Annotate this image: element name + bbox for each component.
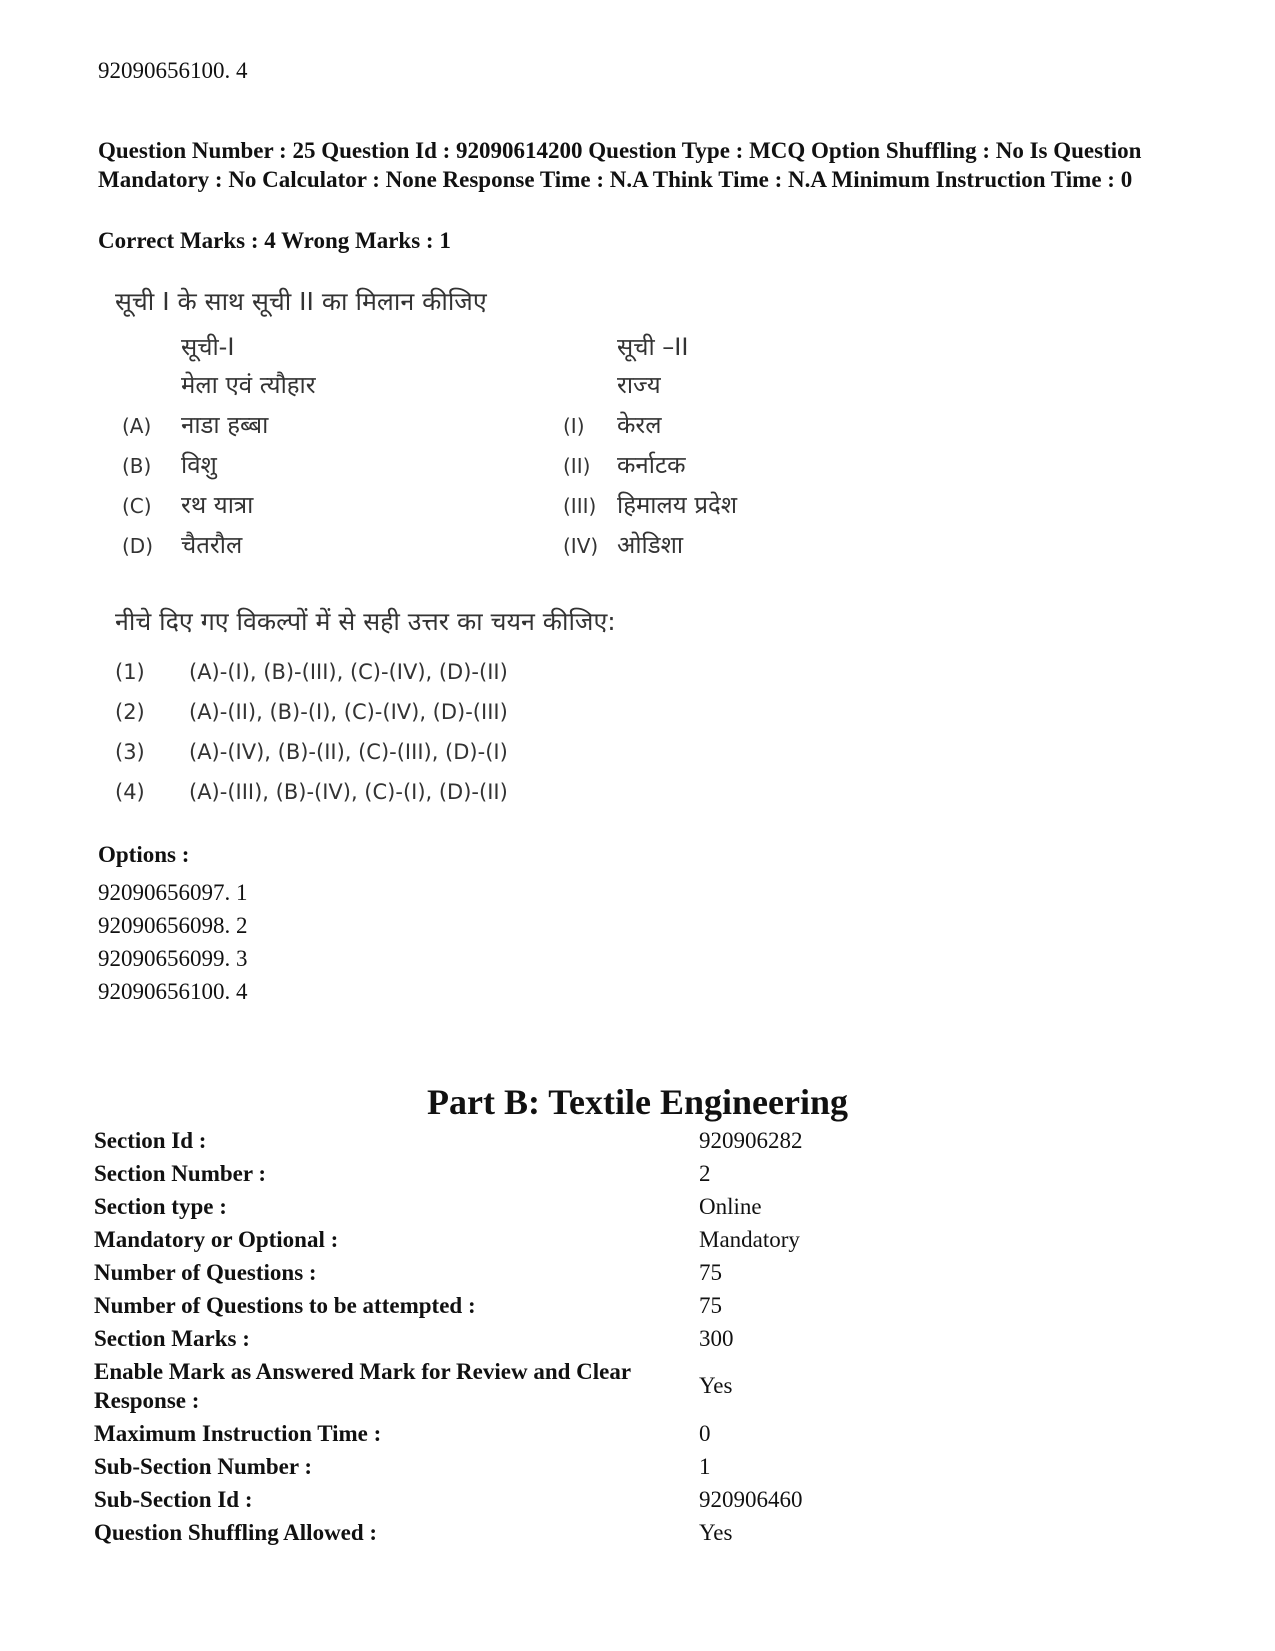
choice-number: (1) bbox=[115, 660, 145, 684]
row-label-d: (D) bbox=[122, 534, 154, 558]
info-value: 2 bbox=[699, 1160, 711, 1186]
section-info-row bbox=[94, 1417, 1194, 1450]
info-value: 1 bbox=[699, 1453, 711, 1479]
answer-choice bbox=[0, 740, 1275, 776]
row-state-i: केरल bbox=[617, 411, 662, 439]
section-title: Part B: Textile Engineering bbox=[427, 1082, 848, 1122]
match-row bbox=[0, 488, 1275, 528]
info-key: Sub-Section Id : bbox=[94, 1487, 253, 1512]
question-prompt: नीचे दिए गए विकल्पों में से सही उत्तर का चयन कीजिए: bbox=[115, 607, 616, 636]
option-id-line: 92090656097. 1 bbox=[98, 880, 248, 905]
choice-number: (2) bbox=[115, 700, 145, 724]
section-info-row bbox=[94, 1190, 1194, 1223]
info-key: Section Number : bbox=[94, 1161, 267, 1186]
info-key: Number of Questions to be attempted : bbox=[94, 1293, 476, 1318]
row-state-iii: हिमालय प्रदेश bbox=[617, 491, 738, 519]
section-info-row bbox=[94, 1450, 1194, 1483]
list2-title: सूची –II bbox=[617, 333, 689, 361]
choice-text: (A)-(III), (B)-(IV), (C)-(I), (D)-(II) bbox=[189, 780, 508, 804]
info-value: 0 bbox=[699, 1420, 711, 1446]
info-value: 300 bbox=[699, 1325, 734, 1351]
section-info-row bbox=[94, 1483, 1194, 1516]
previous-answer-line: 92090656100. 4 bbox=[98, 58, 248, 83]
row-label-c: (C) bbox=[122, 494, 152, 518]
info-key: Mandatory or Optional : bbox=[94, 1227, 339, 1252]
info-value: Yes bbox=[699, 1519, 733, 1545]
row-item-d: चैतरौल bbox=[181, 531, 243, 559]
list1-title: सूची-I bbox=[181, 333, 235, 361]
row-item-b: विशु bbox=[181, 451, 217, 479]
match-row bbox=[0, 408, 1275, 448]
row-label-i: (I) bbox=[563, 414, 585, 438]
choice-number: (4) bbox=[115, 780, 145, 804]
section-info-row bbox=[94, 1256, 1194, 1289]
answer-choice bbox=[0, 660, 1275, 696]
answer-choice bbox=[0, 700, 1275, 736]
answer-choice bbox=[0, 780, 1275, 816]
marks-line: Correct Marks : 4 Wrong Marks : 1 bbox=[98, 228, 451, 253]
section-info-row bbox=[94, 1322, 1194, 1355]
section-info-row bbox=[94, 1223, 1194, 1256]
question-instruction: सूची I के साथ सूची II का मिलान कीजिए bbox=[115, 287, 487, 316]
option-id-line: 92090656098. 2 bbox=[98, 913, 248, 938]
list1-subtitle: मेला एवं त्यौहार bbox=[181, 371, 316, 399]
section-info-row bbox=[94, 1157, 1194, 1190]
info-value: Online bbox=[699, 1193, 762, 1219]
section-info-row bbox=[94, 1355, 1194, 1417]
list2-subtitle: राज्य bbox=[617, 371, 661, 399]
section-info-row bbox=[94, 1289, 1194, 1322]
info-value: 75 bbox=[699, 1259, 722, 1285]
row-state-ii: कर्नाटक bbox=[617, 451, 686, 479]
row-item-c: रथ यात्रा bbox=[181, 491, 254, 519]
match-row bbox=[0, 528, 1275, 568]
info-key: Section Id : bbox=[94, 1128, 207, 1153]
choice-number: (3) bbox=[115, 740, 145, 764]
question-metadata: Question Number : 25 Question Id : 92090614200 Question Type : MCQ Option Shuffling : No Is Question Mandatory : No Calculator : None Response Time : N.A Think Time : N.A Minimum Instruction Time : 0 bbox=[98, 138, 1142, 192]
section-info-row bbox=[94, 1124, 1194, 1157]
section-info-row bbox=[94, 1516, 1194, 1549]
row-label-iv: (IV) bbox=[563, 534, 599, 558]
options-heading: Options : bbox=[98, 842, 190, 867]
row-label-iii: (III) bbox=[563, 494, 597, 518]
row-item-a: नाडा हब्बा bbox=[181, 411, 269, 439]
info-value: Mandatory bbox=[699, 1226, 800, 1252]
info-key: Sub-Section Number : bbox=[94, 1454, 313, 1479]
info-key: Question Shuffling Allowed : bbox=[94, 1520, 378, 1545]
option-id-line: 92090656099. 3 bbox=[98, 946, 248, 971]
section-info-table bbox=[94, 1124, 1194, 1549]
info-value: 920906282 bbox=[699, 1127, 803, 1153]
info-value: 75 bbox=[699, 1292, 722, 1318]
info-key: Section Marks : bbox=[94, 1326, 250, 1351]
info-key: Section type : bbox=[94, 1194, 227, 1219]
info-key: Number of Questions : bbox=[94, 1260, 317, 1285]
row-state-iv: ओडिशा bbox=[617, 531, 684, 559]
choice-text: (A)-(IV), (B)-(II), (C)-(III), (D)-(I) bbox=[189, 740, 508, 764]
options-list bbox=[98, 876, 248, 1008]
row-label-a: (A) bbox=[122, 414, 152, 438]
row-label-b: (B) bbox=[122, 454, 152, 478]
match-row bbox=[0, 448, 1275, 488]
info-value: 920906460 bbox=[699, 1486, 803, 1512]
choice-text: (A)-(I), (B)-(III), (C)-(IV), (D)-(II) bbox=[189, 660, 508, 684]
info-key: Enable Mark as Answered Mark for Review and Clear Response : bbox=[94, 1359, 631, 1413]
row-label-ii: (II) bbox=[563, 454, 591, 478]
info-value: Yes bbox=[699, 1373, 733, 1398]
info-key: Maximum Instruction Time : bbox=[94, 1421, 382, 1446]
choice-text: (A)-(II), (B)-(I), (C)-(IV), (D)-(III) bbox=[189, 700, 508, 724]
option-id-line: 92090656100. 4 bbox=[98, 979, 248, 1004]
